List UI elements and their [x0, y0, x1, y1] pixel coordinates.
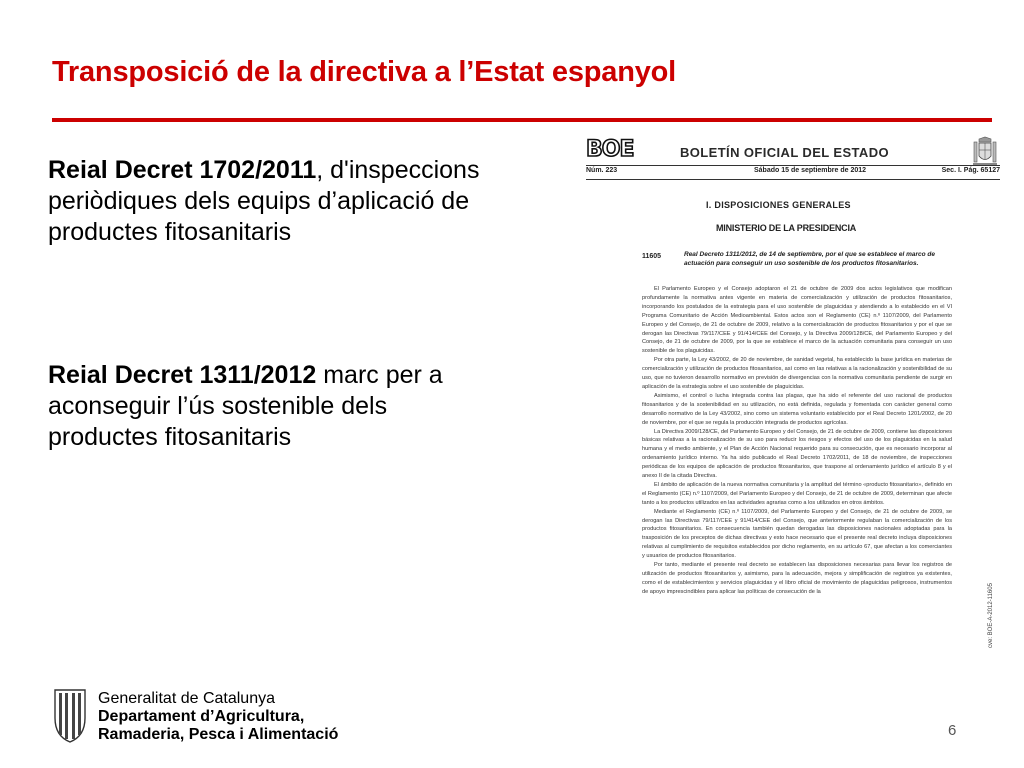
boe-paragraph: La Directiva 2009/128/CE, del Parlamento Europeo y del Consejo, de 21 de octubre de 2009, contiene las disposiciones básicas relativas a la racionalización de su uso para reducir los riesgos y efectos del uso de los plaguicidas en la salud humana y el medio ambiente, y el Plan de Acción Nacional requerido para su consecución, que es necesario incorporar al ordenamiento jurídico interno. Ya ha sido publicado el Real Decreto 1702/2011, de 18 de noviembre, de inspecciones periódicas de los equipos de aplicación de productos fitosanitarios, que traspone al ordenamiento jurídico el artículo 8 y el anexo II de la citada Directiva. [642, 428, 952, 480]
title-divider [52, 118, 992, 122]
boe-logo: BOE [586, 137, 634, 162]
department-name-line2: Ramaderia, Pesca i Alimentació [98, 726, 339, 743]
boe-decree-heading: Real Decreto 1311/2012, de 14 de septiembre, por el que se establece el marco de actuación para conseguir un uso sostenible de los productos fitosanitarios. [684, 251, 935, 267]
boe-publication-title: BOLETÍN OFICIAL DEL ESTADO [680, 145, 890, 160]
boe-paragraph: El ámbito de aplicación de la nueva normativa comunitaria y la amplitud del término «producto fitosanitario», definido en el Reglamento (CE) n.º 1107/2009, del Parlamento Europeo y del Consejo, de 21 de octubre de 2009, determinan que afecte tanto a los productos utilizados en las actividades agrarias como a los utilizados en otros ámbitos. [642, 481, 952, 506]
boe-paragraph: Mediante el Reglamento (CE) n.º 1107/2009, del Parlamento Europeo y del Consejo, de 21 de octubre de 2009, se derogan las Directivas 79/117/CEE y 91/414/CEE del Consejo, que anteriormente regulaban la comercialización de los productos fitosanitarios. En consecuencia también quedan derogadas las disposiciones nacionales adoptadas para la trasposición de los preceptos de dichas directivas y esto hace necesario que el presente real decreto incluya disposiciones relativas al cumplimiento de requisitos establecidos por dicho reglamento, en su artículo 67, que afectan a los comerciantes y usuarios de productos fitosanitarios. [642, 508, 952, 560]
boe-meta-rule [586, 179, 1000, 180]
slide-title: Transposició de la directiva a l’Estat espanyol [52, 56, 677, 88]
text-item-decree-1311 [48, 360, 488, 453]
text-item-decree-1702 [48, 155, 488, 248]
boe-paragraph: Asimismo, el control o lucha integrada contra las plagas, que ha sido el referente del uso racional de productos fitosanitarios y de la sostenibilidad en su utilización, no está definida, regulada y fomentada con carácter general como desarrollo normativo de la Ley 43/2002, sino como un sistema voluntario establecido por el Real Decreto 1201/2002, de 20 de noviembre, por el que se regula la producción integrada de productos agrícolas. [642, 392, 952, 426]
boe-section-page: Sec. I. Pág. 65127 [941, 167, 1000, 174]
boe-body-text [642, 285, 952, 704]
boe-section-title: I. DISPOSICIONES GENERALES [706, 200, 851, 210]
decree-1702-name: Reial Decret 1702/2011 [48, 156, 317, 184]
boe-cve-code: cve: BOE-A-2012-11605 [988, 583, 994, 648]
boe-document-image [568, 134, 1008, 704]
decree-1311-name: Reial Decret 1311/2012 [48, 361, 317, 389]
generalitat-emblem-icon [52, 688, 88, 744]
spain-crest-icon [972, 136, 998, 168]
boe-date: Sábado 15 de septiembre de 2012 [754, 167, 867, 174]
generalitat-logo [52, 688, 362, 750]
boe-paragraph: Por otra parte, la Ley 43/2002, de 20 de noviembre, de sanidad vegetal, ha establecido la base jurídica en materias de comercialización y utilización de productos fitosanitarios, así como en las relativas a la racionalización y sostenibilidad de su uso, que no tuvieron desarrollo normativo en previsión de divergencias con la normativa comunitaria pendiente de surgir en aplicación de la estrategia sobre el uso sostenible de plaguicidas. [642, 357, 952, 390]
decree-1311-description: marc per a aconseguir l’ús sostenible dels productes fitosanitaris [48, 361, 443, 451]
boe-reference-number: 11605 [642, 253, 662, 260]
org-name: Generalitat de Catalunya [98, 690, 275, 707]
boe-ministry: MINISTERIO DE LA PRESIDENCIA [716, 223, 857, 233]
boe-meta-row [586, 167, 1000, 179]
boe-issue-number: Núm. 223 [586, 167, 618, 174]
department-name-line1: Departament d’Agricultura, [98, 708, 305, 725]
decree-1702-description: , d'inspeccions periòdiques dels equips d’aplicació de productes fitosanitaris [48, 156, 480, 246]
boe-paragraph: Por tanto, mediante el presente real decreto se establecen las disposiciones necesarias para llevar los registros de utilización de productos fitosanitarios y, asimismo, para la adecuación, mejora y simplificación de registros ya existentes, como el de establecimientos y servicios plaguicidas y el libro oficial de movimiento de plaguicidas peligrosos, instrumentos de apoyo imprescindibles para aplicar las políticas de consecución de la [642, 562, 952, 595]
page-number: 6 [948, 722, 957, 739]
boe-paragraph: El Parlamento Europeo y el Consejo adoptaron el 21 de octubre de 2009 dos actos legislativos que modifican profundamente la normativa antes vigente en materia de comercialización y utilización de productos fitosanitarios, incorporando los postulados de la estrategia para el uso sostenible de plaguicidas y atendiendo a lo establecido en el VI Programa Comunitario de Acción Medioambiental. Estos actos son el Reglamento (CE) n.º 1107/2009, del Parlamento Europeo y del Consejo, de 21 de octubre de 2009, relativo a la comercialización de productos fitosanitarios y por el que se derogan las Directivas 79/117/CEE y 91/414/CEE del Consejo, y la Directiva 2009/128/CE, del Parlamento Europeo y del Consejo, de 21 de octubre de 2009, por la que se establece el marco de la actuación comunitaria para conseguir un uso sostenible de los plaguicidas. [642, 286, 952, 355]
boe-header-rule [586, 165, 1000, 166]
